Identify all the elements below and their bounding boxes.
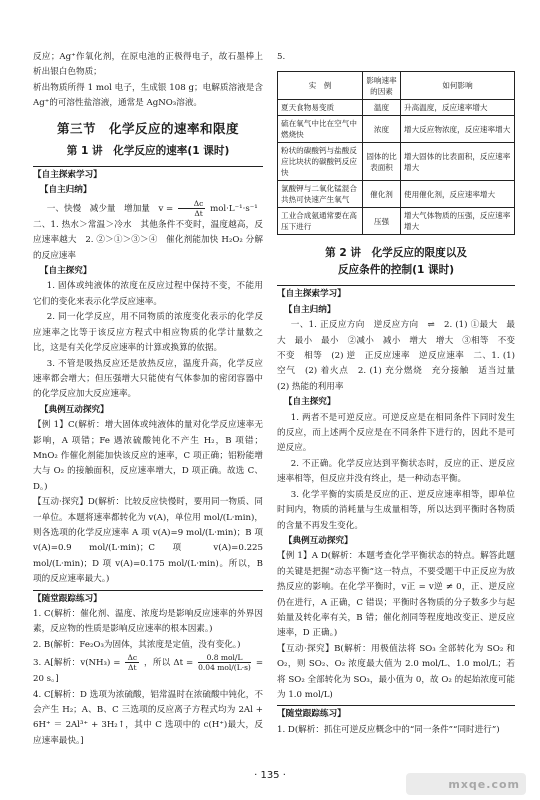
table-cell: 氯酸钾与二氧化锰混合共热可快速产生氧气 [278, 181, 363, 208]
table-cell: 升高温度，反应速率增大 [401, 100, 515, 116]
sub-example-2: 【典例互动探究】 [283, 535, 353, 546]
table-cell: 压强 [363, 208, 401, 235]
table-cell: 固体的比表面积 [363, 143, 401, 181]
table-row [278, 208, 515, 235]
rate-factor-table [277, 71, 515, 235]
inquiry-2-1: 1. 两者不是可逆反应。可逆反应是在相同条件下同时发生的反应，而上述两个反应是在不同条件下进行的，因此不是可逆反应。 [277, 412, 515, 454]
inquiry-2-3: 3. 化学平衡的实质是反应的正、逆反应速率相等，即单位时间内，物质的消耗量与生成量相等，所以达到平衡时各物质的含量不再发生变化。 [277, 489, 515, 531]
bar-self-study-2: 【自主探索学习】 [277, 285, 515, 302]
practice-3-a: 3. A[解析：v(NH₃) = [33, 658, 121, 669]
practice-3-b: ，所以 Δt = [144, 658, 194, 669]
sub-summary: 【自主归纳】 [39, 185, 92, 196]
question-5-number: 5. [277, 52, 286, 62]
example-1: 【例 1】C(解析：增大固体或纯液体的量对化学反应速率无影响，A 项错；Fe 遇浓硫酸钝化不产生 H₂，B 项错；MnO₂ 作催化剂能加快该反应的速率，C 项正确；铝粉能增大与 O₂ 的接触面积，反应速率增大，D 项正确。故选 C、D。) [33, 420, 263, 492]
interactive-2-1: 【互动·探究】B(解析：用极值法将 SO₃ 全部转化为 SO₂ 和 O₂，则 SO₂、O₂ 浓度最大值为 2.0 mol/L、1.0 mol/L；若将 SO₂ 全部转化为 SO₃，最小值为 0，故 O₂ 的起始浓度可能为 1.0 mol/L) [277, 643, 515, 700]
table-row [278, 143, 515, 181]
frac2-den: 0.04 mol/(L·s) [198, 663, 251, 673]
table-row [278, 100, 515, 116]
practice-3-frac2 [198, 653, 251, 672]
rate-fraction [178, 199, 205, 218]
inquiry-2: 2. 同一化学反应，用不同物质的浓度变化表示的化学反应速率之比等于该反应方程式中相应物质的化学计量数之比，这是有关化学反应速率的计算或换算的依据。 [33, 312, 263, 354]
frac2-num: 0.8 mol/L [198, 653, 251, 663]
answer-1 [33, 199, 263, 218]
practice-4: 4. C[解析：D 选项为浓硫酸，铝常温时在浓硫酸中钝化，不会产生 H₂；A、B、C 三选项的反应离子方程式均为 2Al + 6H⁺ ＝ 2Al³⁺ + 3H₂↑，其中 C 选项中的 c(H⁺)最大，反应速率最快。] [33, 689, 263, 746]
left-column [33, 50, 263, 749]
right-column [277, 50, 524, 738]
lecture2-title [277, 245, 515, 279]
watermark-text: mxqe.com [448, 778, 520, 791]
table-header-effect: 如何影响 [401, 72, 515, 100]
lecture2-title-line2: 反应条件的控制(1 课时) [337, 264, 455, 277]
inquiry-1: 1. 固体或纯液体的浓度在反应过程中保持不变，不能用它们的变化来表示化学反应速率。 [33, 281, 263, 307]
bar-practice-2: 【随堂跟踪练习】 [277, 705, 515, 722]
answer-1-text: 一、快慢 减少量 增加量 v = [46, 203, 174, 214]
inquiry-2-2: 2. 不正确。化学反应达到平衡状态时，反应的正、逆反应速率相等，但反应并没有终止，是一种动态平衡。 [277, 458, 515, 485]
table-cell: 增大固体的比表面积，反应速率增大 [401, 143, 515, 181]
bar-practice: 【随堂跟踪练习】 [33, 590, 263, 607]
watermark-logo [406, 773, 526, 795]
sub-inquiry: 【自主探究】 [39, 266, 92, 277]
frac1-den: Δt [128, 663, 137, 673]
table-cell: 温度 [363, 100, 401, 116]
practice-3-frac1 [125, 653, 139, 672]
practice-2: 2. B(解析：Fe₂O₃为固体，其浓度是定值，没有变化。) [33, 639, 241, 650]
lecture2-title-line1: 第 2 讲 化学反应的限度以及 [325, 247, 467, 260]
table-header-example: 实 例 [278, 72, 363, 100]
example-2-1: 【例 1】A D(解析：本题考查化学平衡状态的特点。解答此题的关键是把握“动态平衡”这一特点，不要受题干中正反应为放热反应的影响。在化学平衡时，v正 = v逆 ≠ 0，正、逆反应仍在进行，A 正确，C 错误；平衡时各物质的分子数多少与起始量及转化率有关，B 错；催化剂同等程度地改变正、逆反应速率，D 正确。) [277, 551, 515, 639]
intro-line-2: 析出物质所得 1 mol 电子，生成银 108 g；电解质溶液是含 Ag⁺的可溶性盐溶液，通常是 AgNO₃溶液。 [33, 82, 263, 109]
table-cell: 增大反应物浓度，反应速率增大 [401, 116, 515, 143]
table-cell: 硫在氧气中比在空气中燃烧快 [278, 116, 363, 143]
table-cell: 催化剂 [363, 181, 401, 208]
table-cell: 使用催化剂，反应速率增大 [401, 181, 515, 208]
page-number: · 135 · [254, 770, 286, 781]
sub-example: 【典例互动探究】 [39, 404, 109, 415]
bar-self-study: 【自主探索学习】 [33, 166, 263, 183]
practice-2-1: 1. D(解析：抓住可逆反应概念中的“同一条件”“同时进行”) [277, 724, 500, 735]
practice-3-c: = [255, 658, 264, 669]
sub-summary-2: 【自主归纳】 [283, 304, 336, 315]
table-cell: 浓度 [363, 116, 401, 143]
table-cell: 增大气体物质的压强，反应速率增大 [401, 208, 515, 235]
table-row [278, 116, 515, 143]
summary-2-text: 一、1. 正反应方向 逆反应方向 ⇌ 2. (1) ①最大 最大 最小 最小 ②减小 减小 增大 增大 ③相等 不变 不变 相等 (2) 逆 正反应速率 逆反应速率 二、1. (1) 空气 (2) 着火点 2. (1) 充分燃烧 充分接触 适当过量 (2) 热能的利用率 [277, 320, 524, 392]
intro-line-1: 反应；Ag⁺作氧化剂，在原电池的正极得电子，故石墨棒上析出银白色物质； [33, 52, 263, 78]
answer-1-unit: mol·L⁻¹·s⁻¹ [210, 203, 258, 214]
section-title: 第三节 化学反应的速率和限度 [56, 120, 239, 136]
sub-inquiry-2: 【自主探究】 [283, 397, 336, 408]
answer-2: 二、1. 热水＞常温＞冷水 其他条件不变时，温度越高，反应速率越大 2. ②＞①＞③＞④ 催化剂能加快 H₂O₂ 分解的反应速率 [33, 219, 263, 261]
practice-3-d: 20 s。] [33, 674, 59, 685]
interactive-1: 【互动·探究】D(解析：比较反应快慢时，要用同一物质、同一单位。本题将速率都转化为 v(A)，单位用 mol/(L·min)，则各选项的化学反应速率 A 项 v(A)=9 mol/(L·min)；B 项 v(A)=0.9 mol/(L·min)；C 项 v(A)=0.225 mol/(L·min)；D 项 v(A)=0.175 mol/(L·min)。所以，B 项的反应速率最大。) [33, 497, 263, 585]
table-cell: 夏天食物易变质 [278, 100, 363, 116]
table-row [278, 181, 515, 208]
table-cell: 工业合成氨通常要在高压下进行 [278, 208, 363, 235]
rate-frac-den: Δt [194, 208, 203, 218]
table-header-row [278, 72, 515, 100]
frac1-num: Δc [127, 653, 138, 663]
table-header-factor: 影响速率的因素 [363, 72, 401, 100]
table-cell: 粉状的碳酸钙与盐酸反应比块状的碳酸钙反应快 [278, 143, 363, 181]
inquiry-3: 3. 不管是吸热反应还是放热反应，温度升高，化学反应速率都会增大；但压强增大只能使有气体参加的密闭容器中的化学反应加大反应速率。 [33, 358, 263, 400]
lecture1-title: 第 1 讲 化学反应的速率(1 课时) [66, 145, 230, 158]
practice-1: 1. C(解析：催化剂、温度、浓度均是影响反应速率的外界因素，反应物的性质是影响反应速率的根本因素。) [33, 609, 263, 635]
practice-3 [33, 653, 263, 687]
rate-frac-num: Δc [178, 199, 205, 209]
